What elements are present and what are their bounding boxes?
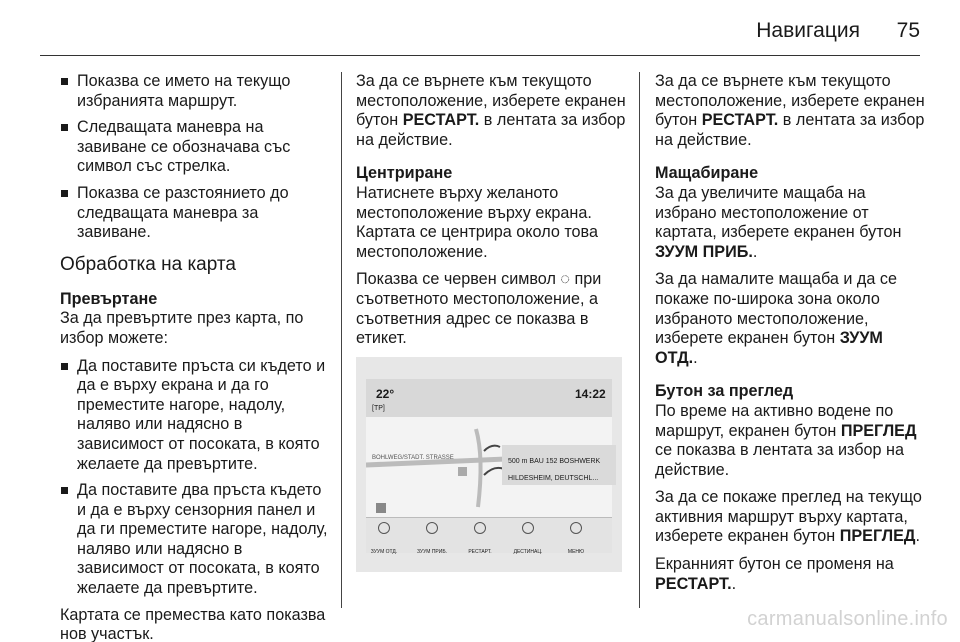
sub-heading-scroll: Превъртане (60, 289, 158, 308)
screen-address-card: 500 m BAU 152 BOSHWERK HILDESHEIM, DEUTSCHL... (502, 445, 616, 485)
button-ref: ПРЕГЛЕД (839, 527, 916, 546)
paragraph: За да превъртите през карта, по избор можете: (60, 309, 304, 347)
list-item: Показва се разстоянието до следващата маневра за завиване. (60, 184, 330, 243)
destination-icon (522, 522, 534, 534)
header-title: Навигация (756, 19, 860, 42)
page-number: 75 (896, 19, 920, 42)
button-ref: РЕСТАРТ. (402, 111, 480, 130)
paragraph: Картата се премества като показва нов участък. (60, 605, 326, 642)
header-rule (40, 55, 920, 56)
paragraph: Натиснете върху желаното местоположение върху екрана. Картата се центрира около това местоположение. (356, 183, 598, 261)
button-ref: ПРЕГЛЕД (840, 421, 917, 440)
watermark: carmanualsonline.info (747, 608, 948, 630)
screen-button-menu: МЕНЮ (567, 548, 585, 555)
screen-button-zoom-out: ЗУУМ ОТД. (370, 548, 398, 555)
list-item: Да поставите два пръста където и да е върху сензорния панел и да ги преместите нагоре, надолу, наляво или надясно в зависимост от посоката, в която желаете да превъртите. (60, 481, 330, 599)
paragraph: Екранният бутон се променя на РЕСТАРТ.. (655, 555, 894, 593)
zoom-in-icon (426, 522, 438, 534)
list-item: Показва се името на текущо избранията маршрут. (60, 72, 330, 111)
button-ref: ЗУУМ ОТД. (655, 329, 883, 367)
screen-button-destination: ДЕСТИНАЦ. (513, 548, 543, 555)
sub-heading-overview: Бутон за преглед (655, 382, 794, 401)
column-2 (356, 72, 628, 572)
button-ref: РЕСТАРТ. (655, 574, 732, 593)
paragraph: За да се върнете към текущото местоположение, изберете екранен бутон РЕСТАРТ. в лентата за избор на действие. (655, 72, 925, 149)
page-header (0, 0, 960, 62)
screen-button-reset: РЕСТАРТ. (468, 548, 492, 555)
paragraph: За да се покаже преглед на текущо активния маршрут върху картата, изберете екранен бутон ПРЕГЛЕД. (655, 488, 922, 546)
button-ref: ЗУУМ ПРИБ. (655, 242, 753, 261)
menu-icon (570, 522, 582, 534)
sub-heading-center: Центриране (356, 164, 453, 183)
infotainment-screen-image (356, 357, 622, 572)
section-title: Обработка на карта (60, 253, 236, 275)
button-ref: РЕСТАРТ. (701, 111, 779, 130)
paragraph: За да увеличите мащаба на избрано местоположение от картата, изберете екранен бутон ЗУУМ ПРИБ.. (655, 183, 902, 261)
column-3 (655, 72, 927, 602)
list-item: Следващата маневра на завиване се обозначава със символ със стрелка. (60, 118, 330, 177)
paragraph: По време на активно водене по маршрут, екранен бутон ПРЕГЛЕД се показва в лентата за избор на действие. (655, 401, 917, 479)
paragraph: За да намалите мащаба и да се покаже по-широка зона около избраното местоположение, изберете екранен бутон ЗУУМ ОТД.. (655, 270, 897, 367)
reset-icon (474, 522, 486, 534)
screen-tp-label: [TP] (372, 404, 385, 412)
paragraph: За да се върнете към текущото местоположение, изберете екранен бутон РЕСТАРТ. в лентата за избор на действие. (356, 72, 626, 149)
screen-road-name: BOHLWEG/STADT. STRASSE (372, 454, 454, 461)
list-item: Да поставите пръста си където и да е върху екрана и да го преместите нагоре, надолу, наляво или надясно в зависимост от посоката, в която желаете да превъртите. (60, 357, 330, 475)
column-divider (341, 72, 342, 608)
screen-button-zoom-in: ЗУУМ ПРИБ. (416, 548, 448, 555)
screen-temperature: 22° (376, 386, 395, 401)
screen-clock: 14:22 (575, 386, 606, 401)
column-divider (639, 72, 640, 608)
sub-heading-zoom: Мащабиране (655, 164, 759, 183)
zoom-out-icon (378, 522, 390, 534)
paragraph: Показва се червен символ ◌ при съответното местоположение, а съответния адрес се показва в етикет. (356, 270, 602, 348)
column-1 (60, 72, 330, 642)
